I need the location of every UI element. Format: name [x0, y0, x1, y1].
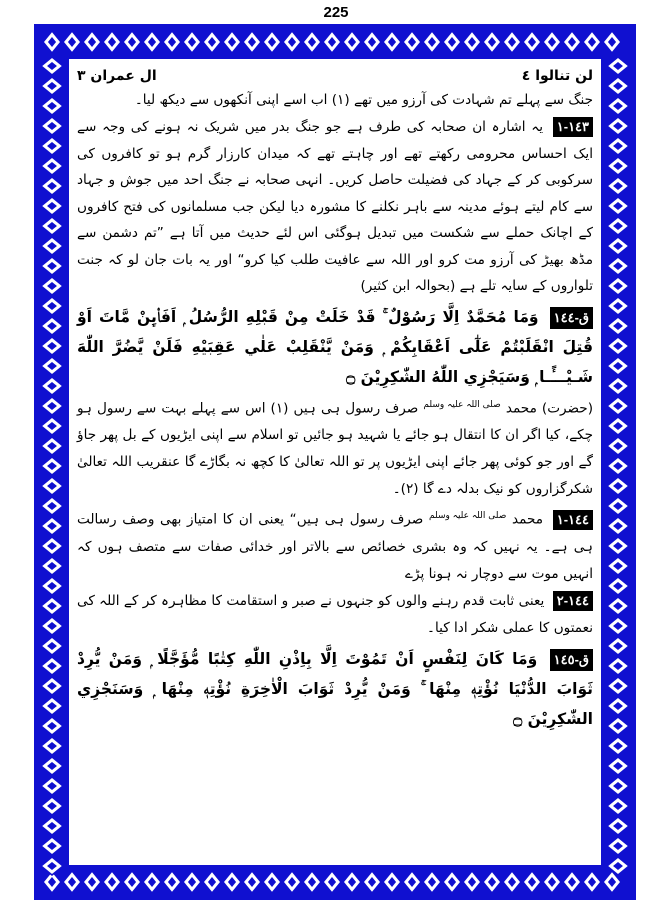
verse-144: [77, 302, 593, 392]
verse-145: [77, 644, 593, 734]
footnote-144-1: [77, 503, 593, 588]
salutation-mark: صلی اللہ علیہ وسلم: [428, 511, 507, 522]
juz-title: لن تنالوا ٤: [521, 68, 593, 84]
verse-label: ق-١٤٤: [550, 307, 593, 329]
translation-prefix: (حضرت) محمد: [505, 400, 593, 417]
footnote-prefix: محمد: [512, 511, 544, 528]
verse-label: ق-١٤٥: [550, 649, 593, 671]
footnote-143-1: [77, 114, 593, 300]
translation-text: صرف رسول ہی ہیں (١) اس سے پہلے بہت سے رسول ہو چکے، کیا اگر ان کا انتقال ہو جائے یا شہید ہو جائیں تو اسلام سے اپنی ایڑیوں کے بل پھر جاؤ گے اور جو کوئی پھر جائے اپنی ایڑیوں پر تو اللہ تعالیٰ کا کچھ نہ بگاڑے گا عنقریب اللہ تعالیٰ شکرگزاروں کو نیک بدلہ دے گا (٢)۔: [77, 400, 593, 498]
footnote-label: ١٤٤-٢: [553, 591, 593, 611]
footnote-label: ١٤٤-١: [553, 510, 593, 530]
translation-143-end: جنگ سے پہلے تم شہادت کی آرزو میں تھے (١) اب اسے اپنی آنکھوں سے دیکھ لیا۔: [134, 92, 593, 108]
page-content: [66, 56, 604, 868]
footnote-text: یعنی ثابت قدم رہنے والوں کو جنہوں نے صبر و استقامت کا مظاہرہ کر کے اللہ کی نعمتوں کا عملی شکر ادا کیا۔: [77, 592, 593, 636]
footnote-label: ١٤٣-١: [553, 117, 593, 137]
translation-144: [77, 392, 593, 504]
footnote-text: صرف رسول ہی ہیں“ یعنی ان کا امتیاز بھی وصف رسالت ہی ہے۔ یہ نہیں کہ وہ بشری خصائص سے بالاتر اور خدائی صفات سے متصف ہوں کہ انہیں موت سے دوچار نہ ہونا پڑے: [77, 511, 593, 582]
footnote-text: یہ اشارہ ان صحابہ کی طرف ہے جو جنگ بدر میں شریک نہ ہونے کی وجہ سے ایک احساس محرومی رکھتے تھے اور چاہتے تھے کہ میدان کارزار گرم ہو تو کافروں کی سرکوبی کر کے جہاد کی فضیلت حاصل کریں۔ انہی صحابہ نے جنگ احد میں جوش و جہاد سے کام لیتے ہوئے مدینہ سے باہر نکلنے کا مشورہ دیا لیکن جب مسلمانوں کی فتح کافروں کے اچانک حملے سے شکست میں تبدیل ہوگئی اس لئے حدیث میں آتا ہے ”تم دشمن سے مڈھ بھیڑ کی آرزو مت کرو اور اللہ سے عافیت طلب کیا کرو“ اور یہ بات جان لو کہ جنت تلواروں کے سایہ تلے ہے (بحوالہ ابن کثیر): [77, 119, 593, 294]
page-number: 225: [323, 4, 349, 21]
surah-title: ال عمران ٣: [77, 68, 157, 84]
running-head: [77, 65, 593, 87]
verse-text: وَمَا كَانَ لِنَفْسٍ اَنْ تَمُوْتَ اِلَّا بِاِذْنِ اللّٰهِ كِتٰبًا مُّؤَجَّلًا ۭ وَمَنْ يُّرِدْ ثَوَابَ الدُّنْيَا نُؤْتِهٖ مِنْهَا ۚ وَمَنْ يُّرِدْ ثَوَابَ الْاٰخِرَةِ نُؤْتِهٖ مِنْهَا ۭ وَسَنَجْزِي الشّٰكِرِيْنَ ۝: [77, 649, 593, 728]
decorative-border: [34, 24, 636, 900]
salutation-mark: صلی اللہ علیہ وسلم: [423, 399, 501, 410]
footnote-144-2: [77, 588, 593, 642]
verse-text: وَمَا مُحَمَّدٌ اِلَّا رَسُوْلٌ ۚ قَدْ خَلَتْ مِنْ قَبْلِهِ الرُّسُلُ ۭ اَفَا۟ىِٕنْ مَّاتَ اَوْ قُتِلَ انْقَلَبْتُمْ عَلٰٓى اَعْقَابِكُمْ ۭ وَمَنْ يَّنْقَلِبْ عَلٰي عَقِبَيْهِ فَلَنْ يَّضُرَّ اللّٰهَ شَـيْـــًٔـا ۭ وَسَيَجْزِي اللّٰهُ الشّٰكِرِيْنَ ۝: [77, 307, 593, 386]
